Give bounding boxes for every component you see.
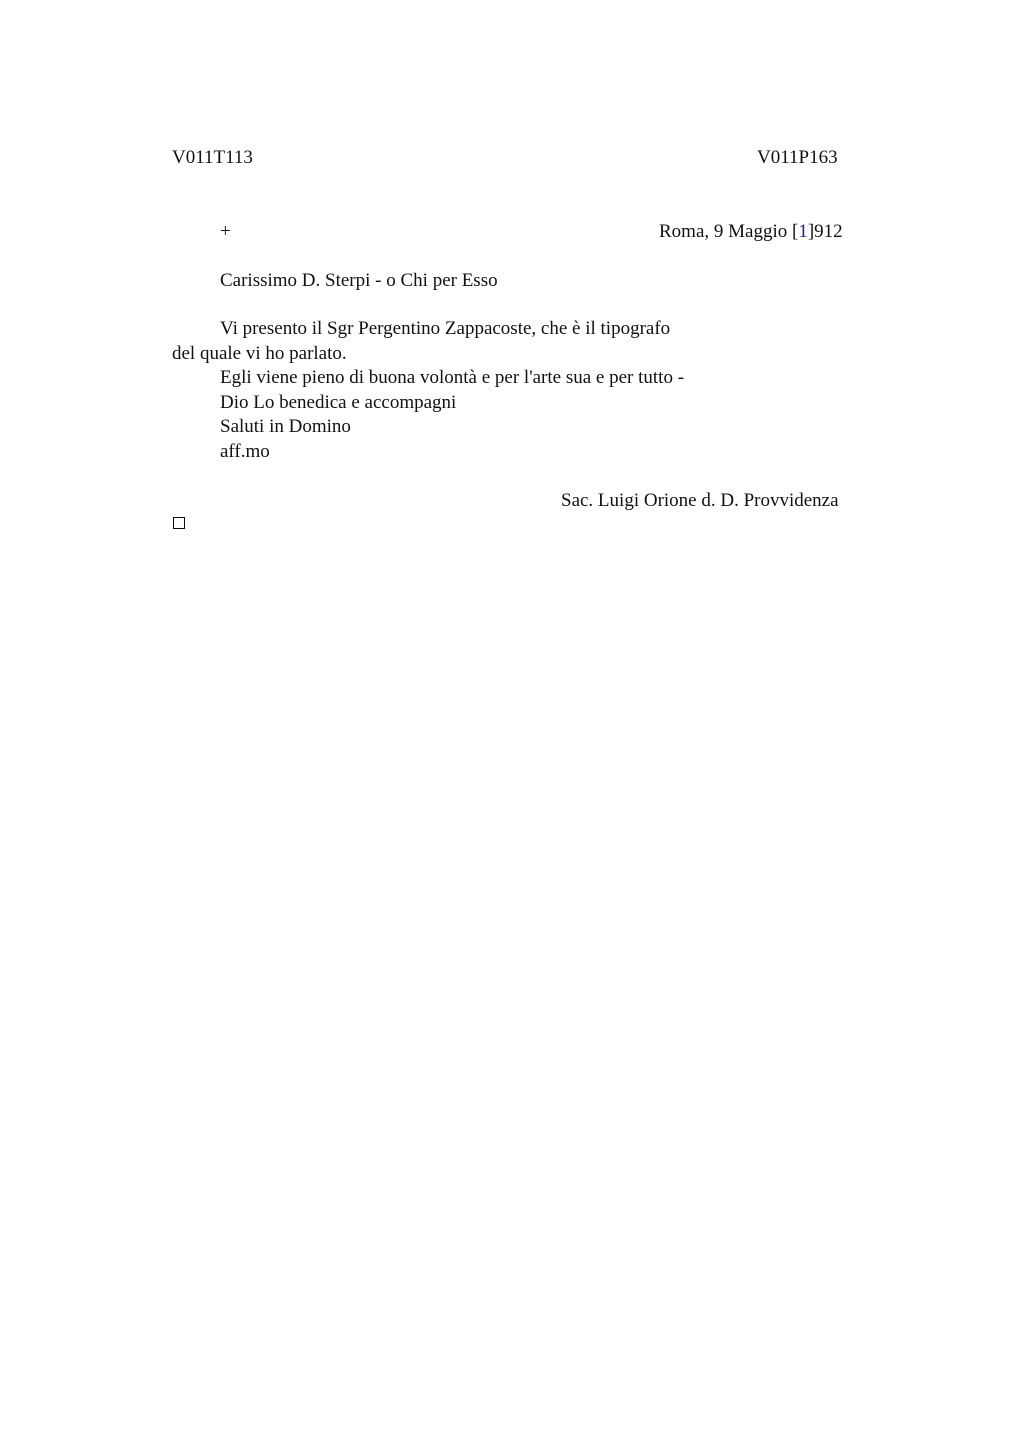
- date-suffix: ]912: [807, 221, 843, 242]
- date-bracket-digit: 1: [798, 221, 808, 242]
- letter-date: [659, 220, 843, 244]
- paragraph-line-2: del quale vi ho parlato.: [172, 343, 347, 364]
- doc-code-right: V011P163: [757, 147, 838, 168]
- doc-code-left: V011T113: [172, 147, 253, 168]
- salutation: Carissimo D. Sterpi - o Chi per Esso: [220, 270, 498, 291]
- body-line-4: Dio Lo benedica e accompagni: [220, 392, 457, 413]
- body-line-5: Saluti in Domino: [220, 416, 351, 437]
- signature: Sac. Luigi Orione d. D. Provvidenza: [561, 490, 839, 511]
- date-prefix: Roma, 9 Maggio [: [659, 221, 799, 242]
- cross-mark: +: [220, 221, 231, 242]
- paragraph-line-1: Vi presento il Sgr Pergentino Zappacoste, che è il tipografo: [220, 318, 671, 339]
- body-line-3: Egli viene pieno di buona volontà e per l'arte sua e per tutto -: [220, 367, 685, 388]
- end-square-icon: [173, 517, 185, 529]
- closing-line: aff.mo: [220, 441, 270, 462]
